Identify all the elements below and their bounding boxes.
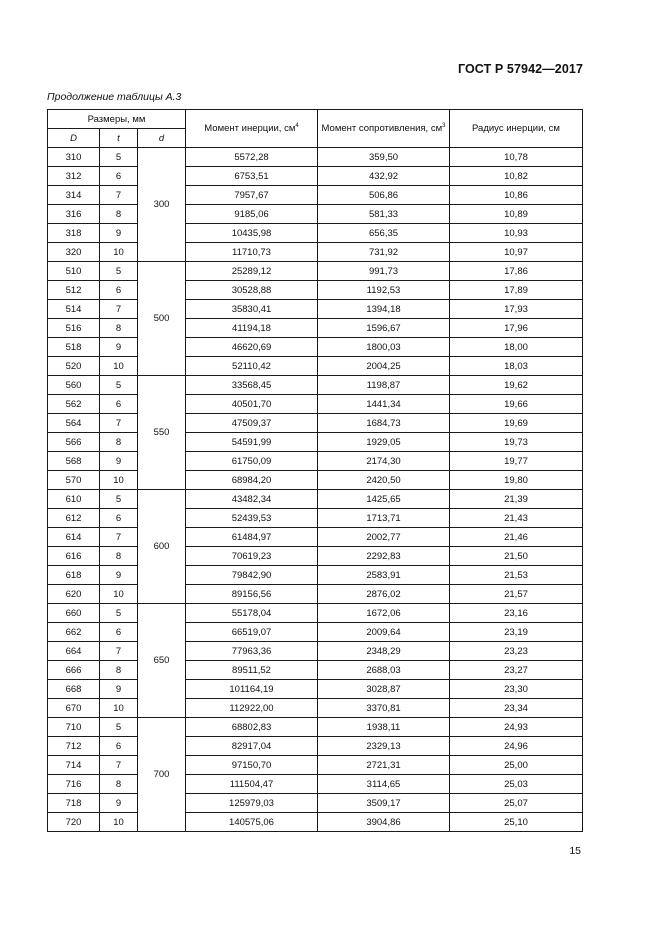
cell-D: 620 xyxy=(48,585,100,604)
cell-D: 316 xyxy=(48,205,100,224)
cell-resistance: 2002,77 xyxy=(318,528,450,547)
cell-D: 660 xyxy=(48,604,100,623)
cell-t: 6 xyxy=(100,281,138,300)
cell-resistance: 2420,50 xyxy=(318,471,450,490)
cell-resistance: 3370,81 xyxy=(318,699,450,718)
table-row xyxy=(48,357,583,376)
cell-resistance: 2009,64 xyxy=(318,623,450,642)
cell-t: 8 xyxy=(100,775,138,794)
table-row xyxy=(48,756,583,775)
cell-radius: 17,96 xyxy=(450,319,583,338)
cell-t: 6 xyxy=(100,623,138,642)
cell-inertia: 30528,88 xyxy=(186,281,318,300)
cell-inertia: 111504,47 xyxy=(186,775,318,794)
cell-D: 314 xyxy=(48,186,100,205)
cell-D: 310 xyxy=(48,148,100,167)
cell-resistance: 1713,71 xyxy=(318,509,450,528)
cell-D: 560 xyxy=(48,376,100,395)
cell-D: 668 xyxy=(48,680,100,699)
table-row xyxy=(48,395,583,414)
cell-radius: 10,82 xyxy=(450,167,583,186)
cell-radius: 21,53 xyxy=(450,566,583,585)
cell-resistance: 432,92 xyxy=(318,167,450,186)
cell-t: 7 xyxy=(100,756,138,775)
table-body xyxy=(48,148,583,832)
cell-radius: 21,43 xyxy=(450,509,583,528)
cell-t: 7 xyxy=(100,414,138,433)
table-caption: Продолжение таблицы А.3 xyxy=(47,91,182,103)
cell-inertia: 7957,67 xyxy=(186,186,318,205)
cell-resistance: 991,73 xyxy=(318,262,450,281)
cell-inertia: 89511,52 xyxy=(186,661,318,680)
table-row xyxy=(48,376,583,395)
cell-resistance: 1800,03 xyxy=(318,338,450,357)
cell-radius: 19,77 xyxy=(450,452,583,471)
table-row xyxy=(48,661,583,680)
cell-D: 666 xyxy=(48,661,100,680)
cell-t: 6 xyxy=(100,509,138,528)
cell-inertia: 89156,56 xyxy=(186,585,318,604)
table-row xyxy=(48,433,583,452)
table-row xyxy=(48,775,583,794)
cell-inertia: 52110,42 xyxy=(186,357,318,376)
cell-D: 718 xyxy=(48,794,100,813)
cell-radius: 10,78 xyxy=(450,148,583,167)
table-row xyxy=(48,319,583,338)
cell-radius: 23,34 xyxy=(450,699,583,718)
table-row xyxy=(48,585,583,604)
cell-inertia: 40501,70 xyxy=(186,395,318,414)
cell-inertia: 140575,06 xyxy=(186,813,318,832)
cell-inertia: 82917,04 xyxy=(186,737,318,756)
table-row xyxy=(48,452,583,471)
table-row xyxy=(48,718,583,737)
cell-inertia: 43482,34 xyxy=(186,490,318,509)
cell-d: 550 xyxy=(138,376,186,490)
cell-t: 8 xyxy=(100,433,138,452)
cell-t: 5 xyxy=(100,490,138,509)
cell-t: 8 xyxy=(100,661,138,680)
cell-inertia: 125979,03 xyxy=(186,794,318,813)
cell-radius: 25,00 xyxy=(450,756,583,775)
cell-resistance: 1938,11 xyxy=(318,718,450,737)
cell-inertia: 66519,07 xyxy=(186,623,318,642)
cell-resistance: 581,33 xyxy=(318,205,450,224)
table-row xyxy=(48,224,583,243)
cell-t: 5 xyxy=(100,604,138,623)
table-row xyxy=(48,262,583,281)
cell-t: 8 xyxy=(100,205,138,224)
cell-radius: 17,86 xyxy=(450,262,583,281)
table-row xyxy=(48,490,583,509)
cell-resistance: 2174,30 xyxy=(318,452,450,471)
cell-radius: 17,93 xyxy=(450,300,583,319)
cell-D: 662 xyxy=(48,623,100,642)
cell-d: 300 xyxy=(138,148,186,262)
cell-resistance: 1198,87 xyxy=(318,376,450,395)
cell-inertia: 52439,53 xyxy=(186,509,318,528)
cell-radius: 18,00 xyxy=(450,338,583,357)
cell-D: 564 xyxy=(48,414,100,433)
cell-t: 10 xyxy=(100,813,138,832)
cell-radius: 19,69 xyxy=(450,414,583,433)
table-row xyxy=(48,794,583,813)
dims-header: Размеры, мм xyxy=(48,110,186,129)
cell-t: 9 xyxy=(100,794,138,813)
cell-t: 6 xyxy=(100,737,138,756)
col-d-header: d xyxy=(138,129,186,148)
cell-D: 518 xyxy=(48,338,100,357)
cell-t: 5 xyxy=(100,148,138,167)
cell-t: 7 xyxy=(100,300,138,319)
table-row xyxy=(48,167,583,186)
cell-t: 10 xyxy=(100,585,138,604)
cell-D: 720 xyxy=(48,813,100,832)
table-row xyxy=(48,300,583,319)
cell-inertia: 41194,18 xyxy=(186,319,318,338)
cell-D: 320 xyxy=(48,243,100,262)
cell-inertia: 97150,70 xyxy=(186,756,318,775)
table-row xyxy=(48,281,583,300)
cell-resistance: 1672,06 xyxy=(318,604,450,623)
cell-D: 618 xyxy=(48,566,100,585)
table-row xyxy=(48,414,583,433)
cell-radius: 10,93 xyxy=(450,224,583,243)
cell-inertia: 55178,04 xyxy=(186,604,318,623)
table-row xyxy=(48,547,583,566)
cell-radius: 24,93 xyxy=(450,718,583,737)
cell-D: 710 xyxy=(48,718,100,737)
cell-resistance: 2004,25 xyxy=(318,357,450,376)
cell-D: 514 xyxy=(48,300,100,319)
table-row xyxy=(48,338,583,357)
cell-radius: 25,07 xyxy=(450,794,583,813)
cell-radius: 21,57 xyxy=(450,585,583,604)
cell-t: 7 xyxy=(100,642,138,661)
cell-t: 7 xyxy=(100,186,138,205)
cell-D: 664 xyxy=(48,642,100,661)
cell-D: 512 xyxy=(48,281,100,300)
cell-radius: 10,89 xyxy=(450,205,583,224)
cell-resistance: 2292,83 xyxy=(318,547,450,566)
cell-D: 614 xyxy=(48,528,100,547)
col-D-header: D xyxy=(48,129,100,148)
cell-radius: 25,03 xyxy=(450,775,583,794)
cell-resistance: 2688,03 xyxy=(318,661,450,680)
cell-D: 520 xyxy=(48,357,100,376)
table-row xyxy=(48,813,583,832)
cell-radius: 10,86 xyxy=(450,186,583,205)
cell-inertia: 112922,00 xyxy=(186,699,318,718)
cell-t: 9 xyxy=(100,680,138,699)
cell-inertia: 101164,19 xyxy=(186,680,318,699)
cell-radius: 25,10 xyxy=(450,813,583,832)
cell-resistance: 2583,91 xyxy=(318,566,450,585)
cell-D: 610 xyxy=(48,490,100,509)
radius-header: Радиус инерции, см xyxy=(450,110,583,148)
col-t-header: t xyxy=(100,129,138,148)
cell-inertia: 9185,06 xyxy=(186,205,318,224)
cell-inertia: 79842,90 xyxy=(186,566,318,585)
cell-inertia: 35830,41 xyxy=(186,300,318,319)
cell-D: 516 xyxy=(48,319,100,338)
cell-t: 9 xyxy=(100,224,138,243)
cell-d: 650 xyxy=(138,604,186,718)
cell-t: 5 xyxy=(100,262,138,281)
cell-resistance: 1596,67 xyxy=(318,319,450,338)
cell-inertia: 11710,73 xyxy=(186,243,318,262)
cell-inertia: 33568,45 xyxy=(186,376,318,395)
table-row xyxy=(48,148,583,167)
table-row xyxy=(48,509,583,528)
cell-D: 312 xyxy=(48,167,100,186)
table-row xyxy=(48,623,583,642)
cell-resistance: 3114,65 xyxy=(318,775,450,794)
table-row xyxy=(48,642,583,661)
cell-D: 562 xyxy=(48,395,100,414)
cell-resistance: 2721,31 xyxy=(318,756,450,775)
cell-t: 9 xyxy=(100,566,138,585)
resistance-header: Момент сопротивления, $см^3$ xyxy=(318,110,450,148)
cell-d: 600 xyxy=(138,490,186,604)
cell-t: 8 xyxy=(100,319,138,338)
cell-D: 318 xyxy=(48,224,100,243)
cell-t: 10 xyxy=(100,699,138,718)
cell-radius: 10,97 xyxy=(450,243,583,262)
cell-inertia: 68802,83 xyxy=(186,718,318,737)
cell-t: 6 xyxy=(100,395,138,414)
table-row xyxy=(48,205,583,224)
properties-table xyxy=(47,109,583,832)
cell-radius: 19,80 xyxy=(450,471,583,490)
cell-inertia: 10435,98 xyxy=(186,224,318,243)
page-number: 15 xyxy=(569,845,581,857)
cell-radius: 19,73 xyxy=(450,433,583,452)
cell-radius: 19,66 xyxy=(450,395,583,414)
cell-t: 5 xyxy=(100,718,138,737)
cell-resistance: 3509,17 xyxy=(318,794,450,813)
cell-d: 700 xyxy=(138,718,186,832)
cell-t: 10 xyxy=(100,243,138,262)
standard-designation: ГОСТ Р 57942—2017 xyxy=(457,62,583,76)
cell-inertia: 68984,20 xyxy=(186,471,318,490)
cell-resistance: 2329,13 xyxy=(318,737,450,756)
cell-resistance: 1684,73 xyxy=(318,414,450,433)
cell-D: 568 xyxy=(48,452,100,471)
cell-radius: 21,46 xyxy=(450,528,583,547)
cell-resistance: 1441,34 xyxy=(318,395,450,414)
cell-inertia: 25289,12 xyxy=(186,262,318,281)
inertia-header: Момент инерции, $см^4$ xyxy=(186,110,318,148)
cell-d: 500 xyxy=(138,262,186,376)
table-row xyxy=(48,186,583,205)
cell-resistance: 656,35 xyxy=(318,224,450,243)
cell-resistance: 2348,29 xyxy=(318,642,450,661)
cell-radius: 18,03 xyxy=(450,357,583,376)
cell-t: 5 xyxy=(100,376,138,395)
table-row xyxy=(48,528,583,547)
table-row xyxy=(48,243,583,262)
cell-inertia: 54591,99 xyxy=(186,433,318,452)
cell-D: 714 xyxy=(48,756,100,775)
cell-t: 10 xyxy=(100,357,138,376)
cell-resistance: 1425,65 xyxy=(318,490,450,509)
table-row xyxy=(48,699,583,718)
cell-t: 7 xyxy=(100,528,138,547)
cell-resistance: 506,86 xyxy=(318,186,450,205)
cell-t: 10 xyxy=(100,471,138,490)
cell-resistance: 731,92 xyxy=(318,243,450,262)
cell-t: 6 xyxy=(100,167,138,186)
table-row xyxy=(48,737,583,756)
cell-radius: 19,62 xyxy=(450,376,583,395)
cell-inertia: 61484,97 xyxy=(186,528,318,547)
cell-t: 9 xyxy=(100,452,138,471)
table-row xyxy=(48,680,583,699)
table-row xyxy=(48,604,583,623)
cell-resistance: 3028,87 xyxy=(318,680,450,699)
cell-D: 670 xyxy=(48,699,100,718)
cell-D: 510 xyxy=(48,262,100,281)
cell-radius: 23,16 xyxy=(450,604,583,623)
cell-D: 616 xyxy=(48,547,100,566)
cell-t: 9 xyxy=(100,338,138,357)
cell-radius: 23,30 xyxy=(450,680,583,699)
cell-D: 716 xyxy=(48,775,100,794)
cell-resistance: 3904,86 xyxy=(318,813,450,832)
cell-resistance: 1192,53 xyxy=(318,281,450,300)
cell-inertia: 6753,51 xyxy=(186,167,318,186)
cell-D: 570 xyxy=(48,471,100,490)
table-row xyxy=(48,566,583,585)
cell-t: 8 xyxy=(100,547,138,566)
cell-radius: 23,19 xyxy=(450,623,583,642)
cell-radius: 24,96 xyxy=(450,737,583,756)
cell-inertia: 46620,69 xyxy=(186,338,318,357)
cell-radius: 21,39 xyxy=(450,490,583,509)
cell-inertia: 47509,37 xyxy=(186,414,318,433)
cell-radius: 21,50 xyxy=(450,547,583,566)
cell-radius: 23,23 xyxy=(450,642,583,661)
cell-radius: 23,27 xyxy=(450,661,583,680)
cell-resistance: 2876,02 xyxy=(318,585,450,604)
cell-D: 612 xyxy=(48,509,100,528)
cell-inertia: 61750,09 xyxy=(186,452,318,471)
table-row xyxy=(48,471,583,490)
cell-D: 712 xyxy=(48,737,100,756)
cell-resistance: 1394,18 xyxy=(318,300,450,319)
cell-inertia: 5572,28 xyxy=(186,148,318,167)
cell-radius: 17,89 xyxy=(450,281,583,300)
cell-resistance: 1929,05 xyxy=(318,433,450,452)
cell-D: 566 xyxy=(48,433,100,452)
cell-inertia: 77963,36 xyxy=(186,642,318,661)
cell-inertia: 70619,23 xyxy=(186,547,318,566)
cell-resistance: 359,50 xyxy=(318,148,450,167)
